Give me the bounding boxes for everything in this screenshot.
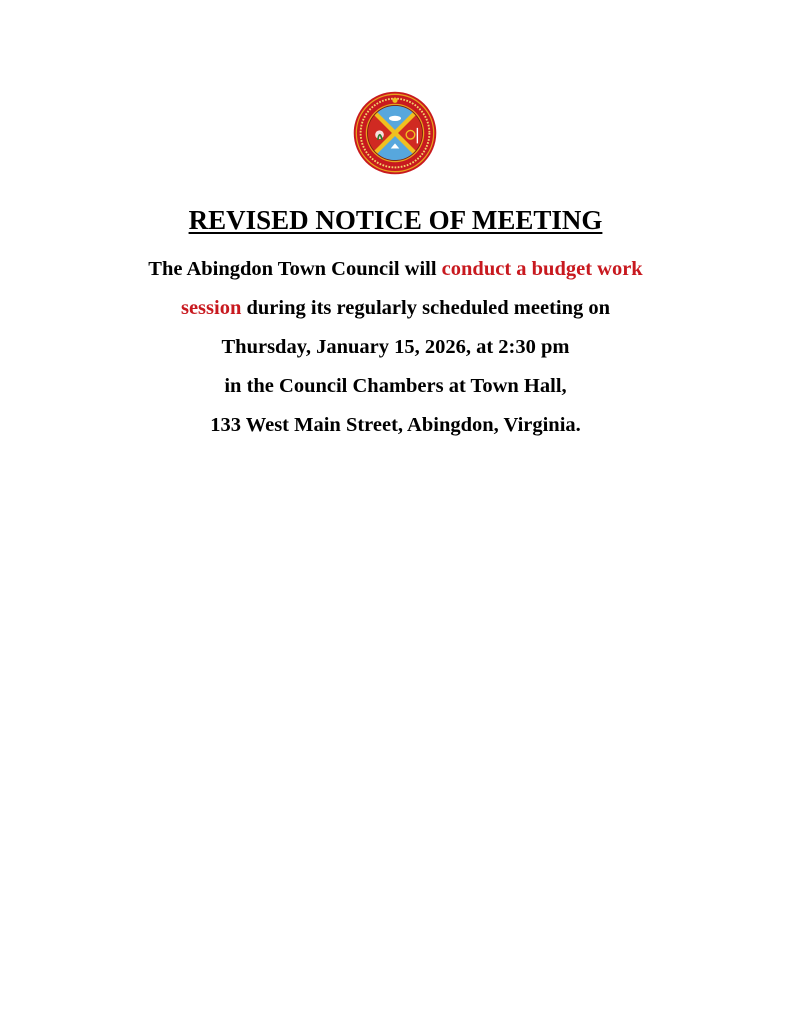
notice-line-2 bbox=[0, 289, 791, 328]
notice-line-1 bbox=[0, 250, 791, 289]
notice-line-1-text: The Abingdon Town Council will bbox=[148, 258, 442, 280]
town-seal-icon bbox=[352, 90, 438, 176]
notice-line-2-text: during its regularly scheduled meeting on bbox=[241, 297, 611, 319]
notice-highlight-1: conduct a budget work bbox=[441, 258, 643, 280]
notice-highlight-2: session bbox=[180, 297, 242, 319]
notice-line-5: 133 West Main Street, Abingdon, Virginia. bbox=[210, 414, 581, 436]
notice-line-4: in the Council Chambers at Town Hall, bbox=[224, 375, 567, 397]
notice-body bbox=[0, 250, 791, 445]
notice-line-3: Thursday, January 15, 2026, at 2:30 pm bbox=[221, 336, 570, 358]
notice-title: REVISED NOTICE OF MEETING bbox=[188, 205, 603, 235]
